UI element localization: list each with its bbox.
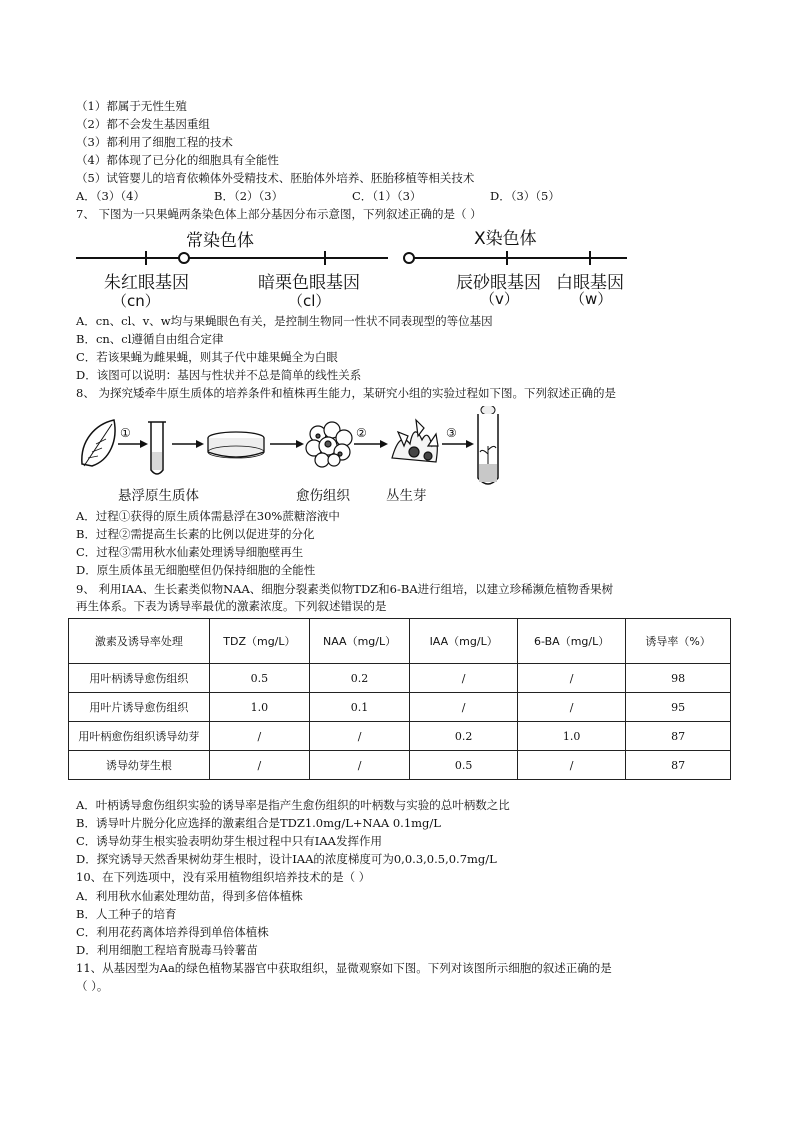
label-shoots: 丛生芽 bbox=[386, 488, 427, 504]
x-chromosome-label: X染色体 bbox=[474, 229, 537, 249]
q10-option-c: C．利用花药离体培养得到单倍体植株 bbox=[76, 925, 269, 939]
table-row bbox=[69, 722, 731, 751]
q7-stem: 7、 下图为一只果蝇两条染色体上部分基因分布示意图，下列叙述正确的是（ ） bbox=[76, 207, 482, 221]
x-chromosome-centromere bbox=[404, 253, 414, 263]
q8-stem: 8、 为探究矮牵牛原生质体的培养条件和植株再生能力，某研究小组的实验过程如下图。下列叙述正确的是 bbox=[76, 386, 616, 400]
q9-option-c: C．诱导幼芽生根实验表明幼芽生根过程中只有IAA发挥作用 bbox=[76, 834, 382, 848]
cell: / bbox=[518, 751, 626, 780]
q7-option-d: D．该图可以说明：基因与性状并不总是简单的线性关系 bbox=[76, 368, 362, 382]
q9-option-b: B．诱导叶片脱分化应选择的激素组合是TDZ1.0mg/L+NAA 0.1mg/L bbox=[76, 816, 441, 830]
cell: / bbox=[309, 751, 409, 780]
q11-stem: 11、从基因型为Aa的绿色植物某器官中获取组织，显微观察如下图。下列对该图所示细胞的叙述正确的是 bbox=[76, 961, 612, 975]
culture-process-diagram bbox=[0, 406, 794, 492]
cell: 用叶片诱导愈伤组织 bbox=[69, 693, 210, 722]
q6-option-a: A．（3）（4） bbox=[76, 189, 145, 203]
statement-4: （4）都体现了已分化的细胞具有全能性 bbox=[76, 153, 279, 167]
q9-option-d: D．探究诱导天然香果树幼芽生根时，设计IAA的浓度梯度可为0,0.3,0.5,0.7mg/L bbox=[76, 852, 497, 866]
cell: 87 bbox=[626, 751, 731, 780]
gene-w-symbol: （w） bbox=[570, 290, 613, 308]
q6-option-d: D．（3）（5） bbox=[490, 189, 560, 203]
header-6ba: 6-BA（mg/L） bbox=[518, 619, 626, 664]
autosome-centromere bbox=[179, 253, 189, 263]
cell: 0.5 bbox=[410, 751, 518, 780]
autosome-label: 常染色体 bbox=[186, 231, 254, 251]
cell: 0.2 bbox=[410, 722, 518, 751]
hormone-table bbox=[68, 618, 731, 780]
q9-stem-line2: 再生体系。下表为诱导率最优的激素浓度。下列叙述错误的是 bbox=[76, 599, 387, 613]
statement-3: （3）都利用了细胞工程的技术 bbox=[76, 135, 233, 149]
step-1-marker: ① bbox=[120, 426, 131, 440]
cell: 98 bbox=[626, 664, 731, 693]
cell: / bbox=[209, 751, 309, 780]
q8-option-b: B．过程②需提高生长素的比例以促进芽的分化 bbox=[76, 527, 315, 541]
q7-option-b: B．cn、cl遵循自由组合定律 bbox=[76, 332, 224, 346]
q6-options bbox=[76, 188, 576, 204]
q8-option-c: C．过程③需用秋水仙素处理诱导细胞壁再生 bbox=[76, 545, 304, 559]
cell: / bbox=[410, 693, 518, 722]
q10-option-a: A．利用秋水仙素处理幼苗，得到多倍体植株 bbox=[76, 889, 303, 903]
cell: 0.1 bbox=[309, 693, 409, 722]
table-header-row bbox=[69, 619, 731, 664]
cell: / bbox=[209, 722, 309, 751]
cell: / bbox=[518, 664, 626, 693]
leaf-icon bbox=[82, 420, 115, 466]
shoot-cluster-icon bbox=[392, 420, 438, 462]
q7-option-a: A．cn、cl、v、w均与果蝇眼色有关，是控制生物同一性状不同表现型的等位基因 bbox=[76, 314, 493, 328]
step-2-marker: ② bbox=[356, 426, 367, 440]
petri-dish-icon bbox=[208, 432, 264, 458]
header-naa: NAA（mg/L） bbox=[309, 619, 409, 664]
plantlet-tube-icon bbox=[478, 406, 498, 484]
table-row bbox=[69, 751, 731, 780]
header-tdz: TDZ（mg/L） bbox=[209, 619, 309, 664]
q9-stem-line1: 9、 利用IAA、生长素类似物NAA、细胞分裂素类似物TDZ和6-BA进行组培，以建立珍稀濒危植物香果树 bbox=[76, 582, 614, 596]
callus-icon bbox=[306, 422, 352, 467]
cell: 87 bbox=[626, 722, 731, 751]
cell: / bbox=[518, 693, 626, 722]
gene-w-label: 白眼基因 bbox=[556, 273, 624, 293]
gene-v-label: 辰砂眼基因 bbox=[456, 273, 541, 293]
gene-cn-symbol: （cn） bbox=[112, 292, 160, 310]
q10-option-b: B．人工种子的培育 bbox=[76, 907, 177, 921]
q7-option-c: C．若该果蝇为雌果蝇，则其子代中雄果蝇全为白眼 bbox=[76, 350, 338, 364]
cell: / bbox=[410, 664, 518, 693]
q8-option-a: A．过程①获得的原生质体需悬浮在30%蔗糖溶液中 bbox=[76, 509, 340, 523]
cell: 1.0 bbox=[209, 693, 309, 722]
cell: 用叶柄诱导愈伤组织 bbox=[69, 664, 210, 693]
step-3-marker: ③ bbox=[446, 426, 457, 440]
cell: 95 bbox=[626, 693, 731, 722]
q6-option-c: C．（1）（3） bbox=[352, 189, 422, 203]
gene-cl-symbol: （cl） bbox=[288, 292, 331, 310]
gene-cn-label: 朱红眼基因 bbox=[104, 273, 189, 293]
q8-option-d: D．原生质体虽无细胞壁但仍保持细胞的全能性 bbox=[76, 563, 316, 577]
cell: 0.2 bbox=[309, 664, 409, 693]
statement-1: （1）都属于无性生殖 bbox=[76, 99, 187, 113]
q6-option-b: B．（2）（3） bbox=[214, 189, 284, 203]
cell: 0.5 bbox=[209, 664, 309, 693]
q9-option-a: A．叶柄诱导愈伤组织实验的诱导率是指产生愈伤组织的叶柄数与实验的总叶柄数之比 bbox=[76, 798, 510, 812]
gene-v-symbol: （v） bbox=[480, 290, 519, 308]
q11-stem-bracket: （ ）。 bbox=[76, 979, 109, 993]
statement-5: （5）试管婴儿的培育依赖体外受精技术、胚胎体外培养、胚胎移植等相关技术 bbox=[76, 171, 475, 185]
cell: / bbox=[309, 722, 409, 751]
test-tube-icon bbox=[148, 422, 166, 474]
header-iaa: IAA（mg/L） bbox=[410, 619, 518, 664]
q10-stem: 10、在下列选项中，没有采用植物组织培养技术的是（ ） bbox=[76, 870, 371, 884]
label-callus: 愈伤组织 bbox=[296, 488, 350, 504]
cell: 诱导幼芽生根 bbox=[69, 751, 210, 780]
gene-cl-label: 暗栗色眼基因 bbox=[258, 273, 360, 293]
header-rate: 诱导率（%） bbox=[626, 619, 731, 664]
table-row bbox=[69, 693, 731, 722]
label-protoplast: 悬浮原生质体 bbox=[118, 488, 199, 504]
cell: 用叶柄愈伤组织诱导幼芽 bbox=[69, 722, 210, 751]
header-treatment: 激素及诱导率处理 bbox=[69, 619, 210, 664]
cell: 1.0 bbox=[518, 722, 626, 751]
table-row bbox=[69, 664, 731, 693]
q10-option-d: D．利用细胞工程培育脱毒马铃薯苗 bbox=[76, 943, 258, 957]
statement-2: （2）都不会发生基因重组 bbox=[76, 117, 210, 131]
